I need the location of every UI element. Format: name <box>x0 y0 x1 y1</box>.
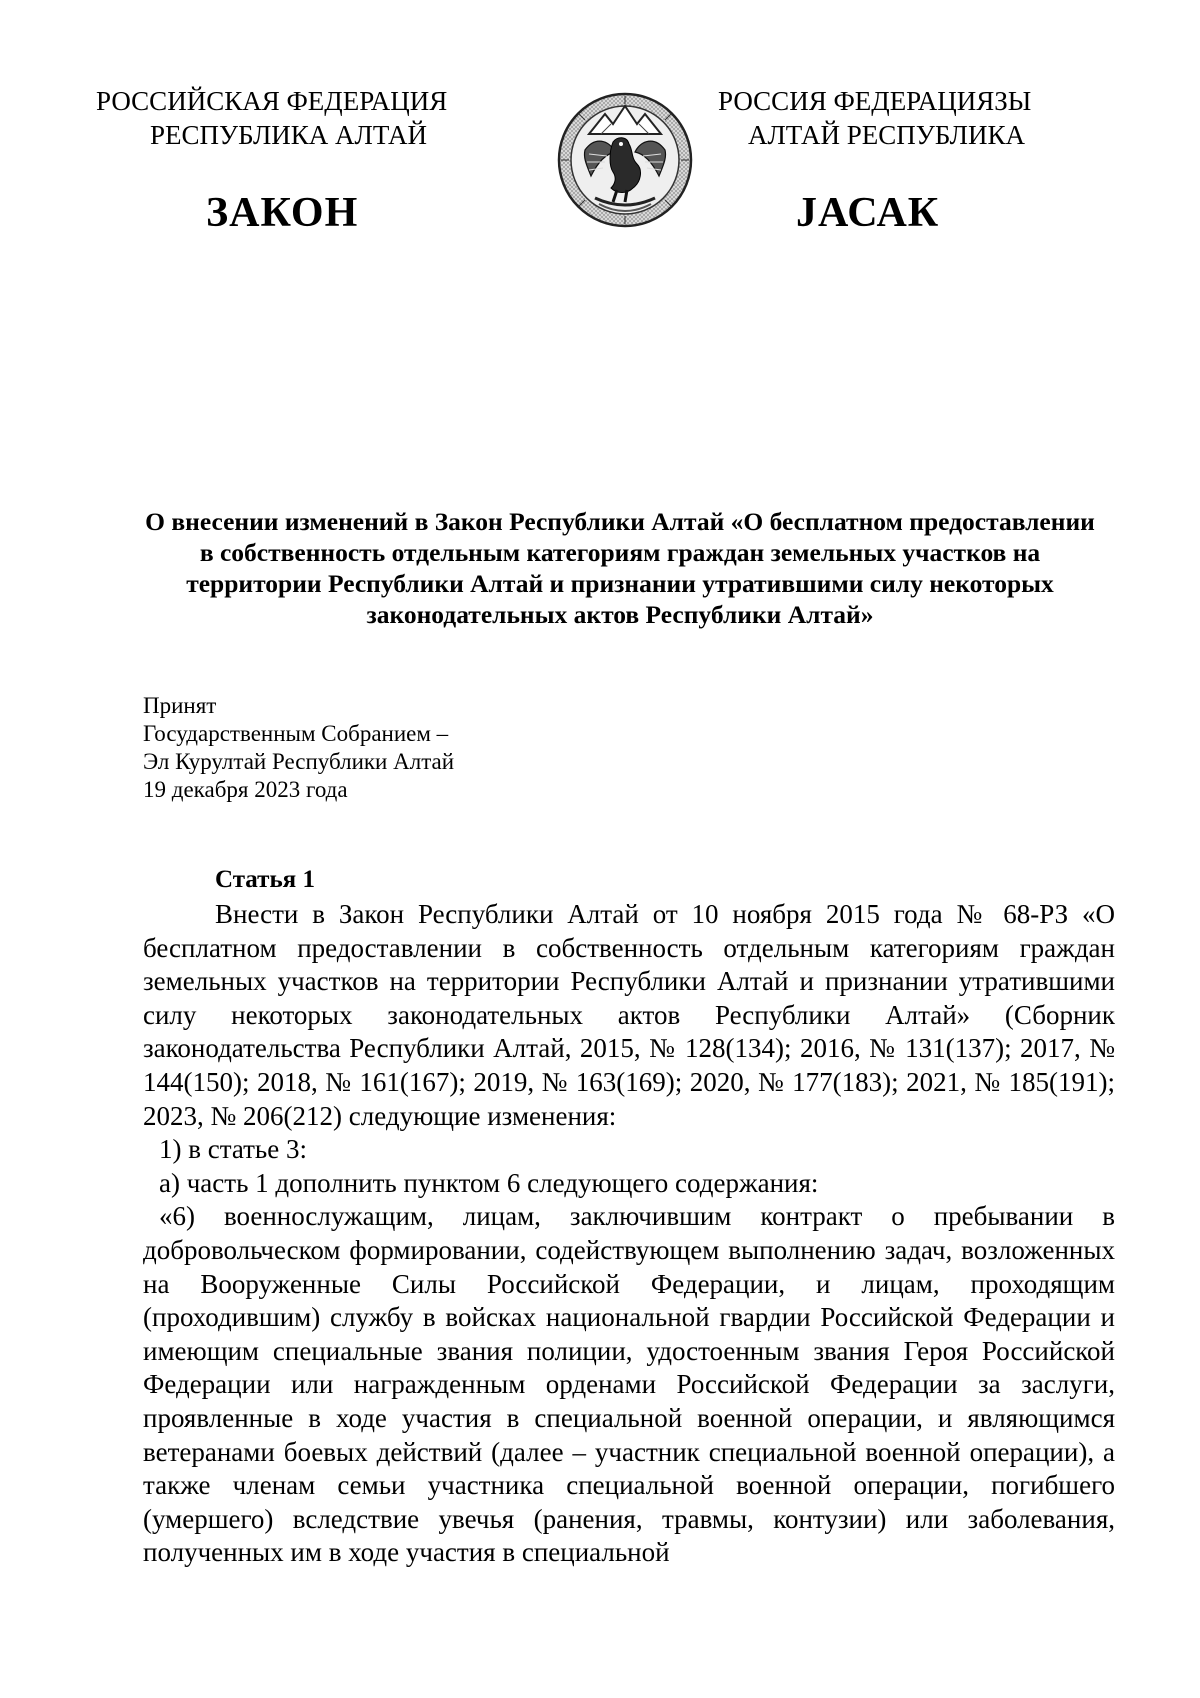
header-left-line2: РЕСПУБЛИКА АЛТАЙ <box>150 120 427 150</box>
article-paragraph-1: Внести в Закон Республики Алтай от 10 ноября 2015 года № 68-РЗ «О бесплатном предоставлении в собственность отдельным категориям граждан земельных участков на территории Республики Алтай и признании утратившими силу некоторых законодательных актов Республики Алтай» (Сборник законодательства Республики Алтай, 2015, № 128(134); 2016, № 131(137); 2017, № 144(150); 2018, № 161(167); 2019, № 163(169); 2020, № 177(183); 2021, № 185(191); 2023, № 206(212) следующие изменения: <box>143 899 1115 1131</box>
adoption-date: 19 декабря 2023 года <box>143 777 348 802</box>
article-body <box>143 898 1115 1570</box>
article-heading: Статья 1 <box>215 866 315 893</box>
law-title: О внесении изменений в Закон Республики Алтай «О бесплатном предоставлении в собственность отдельным категориям граждан земельных участков на территории Республики Алтай и признании утратившими силу некоторых законодательных актов Республики Алтай» <box>145 507 1095 629</box>
adoption-block <box>143 692 454 804</box>
article-paragraph-4: «6) военнослужащим, лицам, заключившим контракт о пребывании в добровольческом формировании, содействующем выполнению задач, возложенных на Вооруженные Силы Российской Федерации, и лицам, проходящим (проходившим) службу в войсках национальной гвардии Российской Федерации и имеющим специальные звания полиции, удостоенным звания Героя Российской Федерации или награжденным орденами Российской Федерации за заслуги, проявленные в ходе участия в специальной военной операции, и являющимся ветеранами боевых действий (далее – участник специальной военной операции), а также членам семьи участника специальной военной операции, погибшего (умершего) вследствие увечья (ранения, травмы, контузии) или заболевания, полученных им в ходе участия в специальной <box>143 1201 1115 1568</box>
coat-of-arms-icon <box>555 90 695 230</box>
header-right-line2: АЛТАЙ РЕСПУБЛИКА <box>748 120 1025 150</box>
adoption-line1: Принят <box>143 693 217 718</box>
header-left-line1: РОССИЙСКАЯ ФЕДЕРАЦИЯ <box>96 86 448 116</box>
article-paragraph-3: а) часть 1 дополнить пунктом 6 следующего содержания: <box>159 1167 819 1198</box>
header-right-line1: РОССИЯ ФЕДЕРАЦИЯЗЫ <box>718 86 1032 116</box>
header-right-title: JАСАК <box>796 190 940 236</box>
adoption-line3: Эл Курултай Республики Алтай <box>143 749 455 774</box>
article-paragraph-2: 1) в статье 3: <box>159 1134 307 1165</box>
adoption-line2: Государственным Собранием – <box>143 721 449 746</box>
header-left-title: ЗАКОН <box>206 190 359 236</box>
